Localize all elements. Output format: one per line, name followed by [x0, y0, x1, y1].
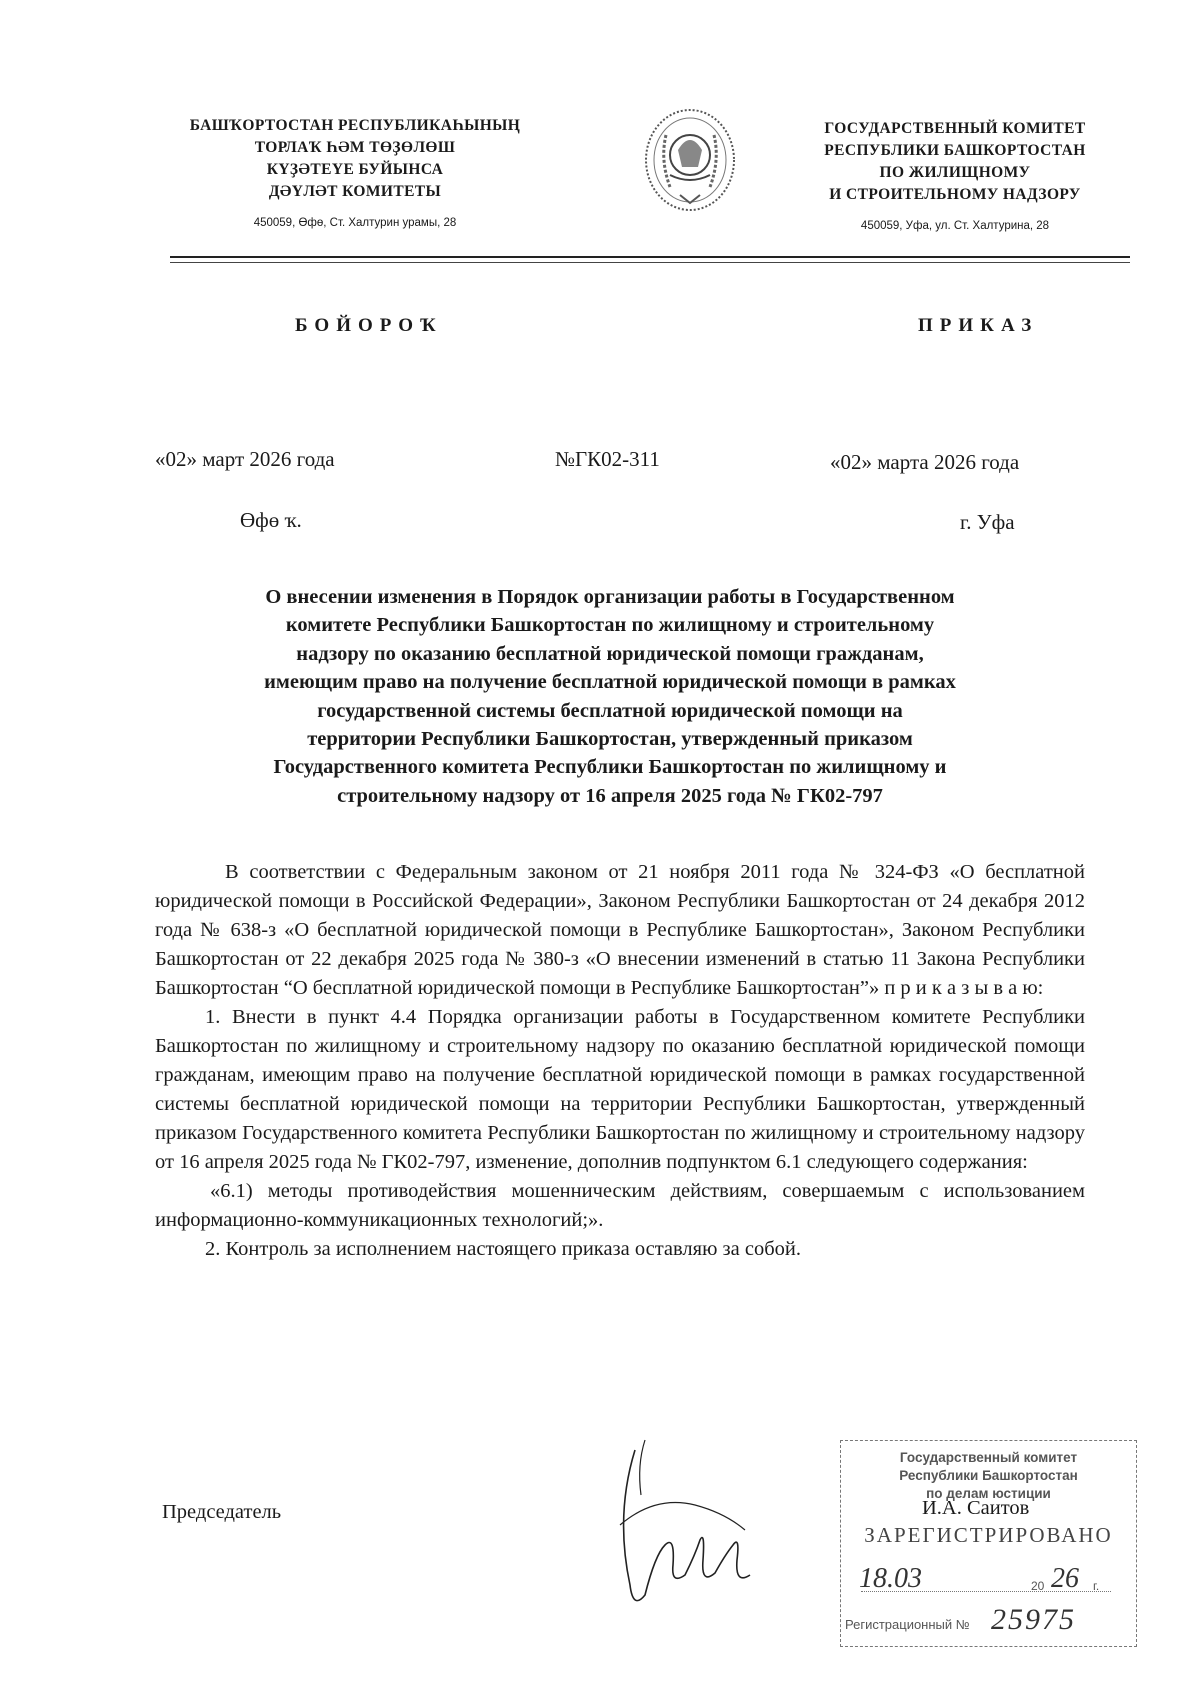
title-line: строительному надзору от 16 апреля 2025 года № ГК02-797 [337, 784, 883, 807]
title-line: О внесении изменения в Порядок организации работы в Государственном [265, 586, 955, 608]
title-line: государственной системы бесплатной юридической помощи на [317, 699, 903, 722]
stamp-org-line: Республики Башкортостан [899, 1468, 1078, 1483]
stamp-org-line: Государственный комитет [899, 1450, 1078, 1465]
stamp-year-suffix: г. [1093, 1579, 1100, 1593]
stamp-year-prefix: 20 [1031, 1579, 1045, 1593]
title-line: территории Республики Башкортостан, утвержденный приказом [307, 728, 913, 751]
stamp-reg-label: Регистрационный № [845, 1617, 970, 1632]
header-right-line: И СТРОИТЕЛЬНОМУ НАДЗОРУ [829, 186, 1081, 203]
doc-type-russian: ПРИКАЗ [918, 315, 1039, 336]
doc-type-bashkir: БОЙОРОҠ [295, 315, 443, 336]
header-right-address: 450059, Уфа, ул. Ст. Халтурина, 28 [860, 220, 1050, 232]
handwritten-signature-icon [575, 1435, 765, 1625]
header-right-line: ПО ЖИЛИЩНОМУ [879, 164, 1031, 181]
stamp-year: 26 [1051, 1563, 1079, 1594]
header-right-block [790, 118, 1120, 237]
document-body [155, 858, 1085, 1264]
signer-position: Председатель [162, 1501, 282, 1523]
header-left-line: БАШҠОРТОСТАН РЕСПУБЛИКАҺЫНЫҢ [189, 117, 521, 134]
header-left-line: ТОРЛАҠ ҺӘМ ТӨҘӨЛӨШ [254, 139, 456, 156]
stamp-org [841, 1449, 1136, 1503]
title-line: комитете Республики Башкортостан по жилищному и строительному [285, 614, 935, 637]
registration-stamp [840, 1440, 1137, 1647]
preamble-paragraph: В соответствии с Федеральным законом от 21 ноября 2011 года № 324-ФЗ «О бесплатной юридической помощи в Российской Федерации», Законом Республики Башкортостан от 24 декабря 2012 года № 638-з «О бесплатной юридической помощи в Республике Башкортостан», Законом Республики Башкортостан от 22 декабря 2025 года № 380-з «О внесении изменений в статью 11 Закона Республики Башкортостан “О бесплатной юридической помощи в Республике Башкортостан”» п р и к а з ы в а ю: [155, 861, 1085, 999]
header-left-line: КҮҘӘТЕҮЕ БУЙЫНСА [266, 161, 444, 178]
header-left-address: 450059, Өфө, Ст. Халтурин урамы, 28 [253, 217, 457, 229]
date-bashkir: «02» март 2026 года [155, 447, 335, 471]
header-right-line: РЕСПУБЛИКИ БАШКОРТОСТАН [824, 142, 1086, 159]
date-russian: «02» марта 2026 года [830, 450, 1020, 474]
quote-paragraph: «6.1) методы противодействия мошенническим действиям, совершаемым с использованием информационно-коммуникационных технологий;». [155, 1180, 1085, 1231]
item-2-paragraph: 2. Контроль за исполнением настоящего приказа оставляю за собой. [205, 1238, 801, 1260]
header-divider-thin [170, 262, 1130, 263]
signer-name: И.А. Саитов [922, 1497, 1030, 1519]
stamp-date-line [861, 1591, 1111, 1592]
header-left-line: ДӘҮЛӘТ КОМИТЕТЫ [268, 183, 442, 200]
stamp-date: 18.03 [859, 1563, 922, 1594]
city-bashkir: Өфө ҡ. [240, 508, 302, 532]
header-right-line: ГОСУДАРСТВЕННЫЙ КОМИТЕТ [824, 120, 1086, 137]
title-line: надзору по оказанию бесплатной юридической помощи гражданам, [296, 642, 924, 665]
title-line: имеющим право на получение бесплатной юридической помощи в рамках [264, 671, 956, 694]
item-1-paragraph: 1. Внести в пункт 4.4 Порядка организации работы в Государственном комитете Республики Башкортостан по жилищному и строительному надзору по оказанию бесплатной юридической помощи гражданам, имеющим право на получение бесплатной юридической помощи в рамках государственной системы бесплатной юридической помощи на территории Республики Башкортостан, утвержденный приказом Государственного комитета Республики Башкортостан по жилищному и строительному надзору от 16 апреля 2025 года № ГК02-797, изменение, дополнив подпунктом 6.1 следующего содержания: [155, 1006, 1085, 1173]
stamp-status: ЗАРЕГИСТРИРОВАНО [864, 1523, 1113, 1547]
document-number: №ГК02-311 [555, 447, 660, 471]
title-line: Государственного комитета Республики Башкортостан по жилищному и [273, 756, 947, 779]
stamp-reg-number: 25975 [991, 1603, 1076, 1636]
city-russian: г. Уфа [960, 510, 1015, 534]
bashkortostan-emblem-icon [640, 105, 740, 215]
stamp-org-line: по делам юстиции [926, 1486, 1051, 1501]
header-left-block [160, 115, 550, 234]
document-title [130, 583, 1090, 810]
header-divider [170, 256, 1130, 258]
